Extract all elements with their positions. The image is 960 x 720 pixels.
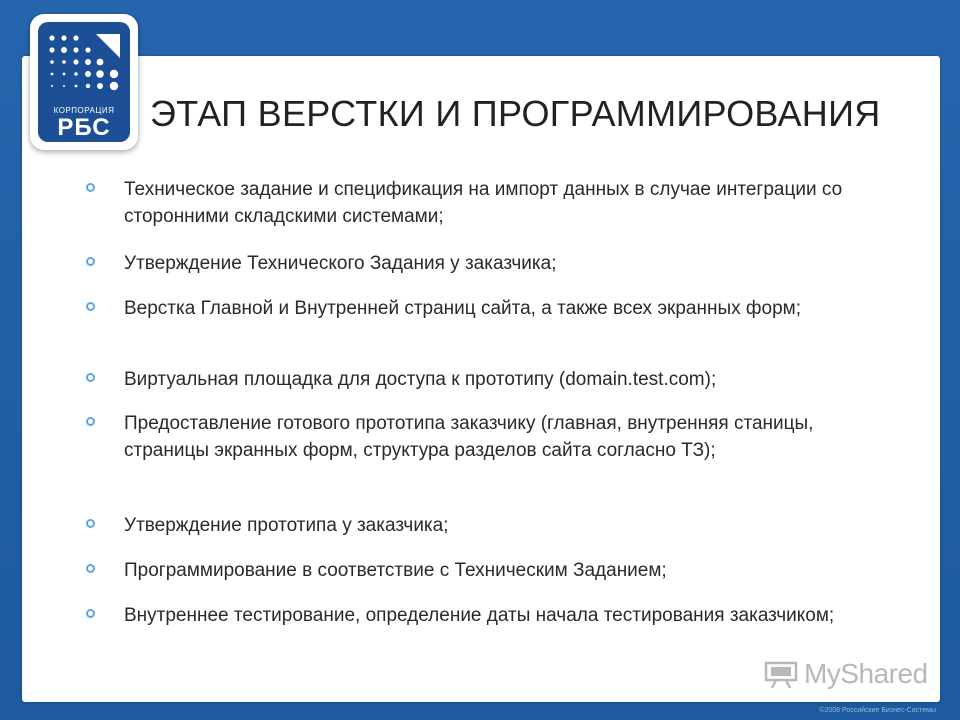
logo-dots-icon: [38, 22, 130, 106]
logo-badge: [38, 22, 130, 142]
projector-icon: [764, 659, 798, 689]
copyright-text: ©2008 Российские Бизнес-Системы: [819, 707, 936, 714]
bullet-ring-icon: [86, 183, 95, 192]
bullet-text: Техническое задание и спецификация на импорт данных в случае интеграции со сторонними складскими системами;: [124, 179, 843, 227]
rbs-logo: [30, 14, 138, 150]
bullet-ring-icon: [86, 373, 95, 382]
watermark-text: MyShared: [804, 658, 928, 689]
bullet-ring-icon: [86, 257, 95, 266]
bullet-ring-icon: [86, 609, 95, 618]
bullet-ring-icon: [86, 519, 95, 528]
bullet-text: Программирование в соответствие с Техническим Заданием;: [124, 560, 667, 581]
bullet-ring-icon: [86, 564, 95, 573]
myshared-watermark[interactable]: [764, 656, 928, 692]
bullet-text: Утверждение прототипа у заказчика;: [124, 515, 449, 536]
bullet-text: Верстка Главной и Внутренней страниц сайта, а также всех экранных форм;: [124, 298, 801, 319]
logo-subtitle: КОРПОРАЦИЯ: [53, 106, 115, 115]
bullet-text: Внутреннее тестирование, определение даты начала тестирования заказчиком;: [124, 605, 835, 626]
bullet-text: Виртуальная площадка для доступа к прототипу (domain.test.com);: [124, 369, 717, 390]
logo-name: РБС: [57, 114, 111, 141]
bullet-text: Предоставление готового прототипа заказчику (главная, внутренняя станицы, страницы экранных форм, структура разделов сайта согласно ТЗ);: [124, 413, 814, 461]
bullet-text: Утверждение Технического Задания у заказчика;: [124, 253, 557, 274]
bullet-ring-icon: [86, 302, 95, 311]
bullet-ring-icon: [86, 417, 95, 426]
slide-title: ЭТАП ВЕРСТКИ И ПРОГРАММИРОВАНИЯ: [150, 93, 881, 134]
